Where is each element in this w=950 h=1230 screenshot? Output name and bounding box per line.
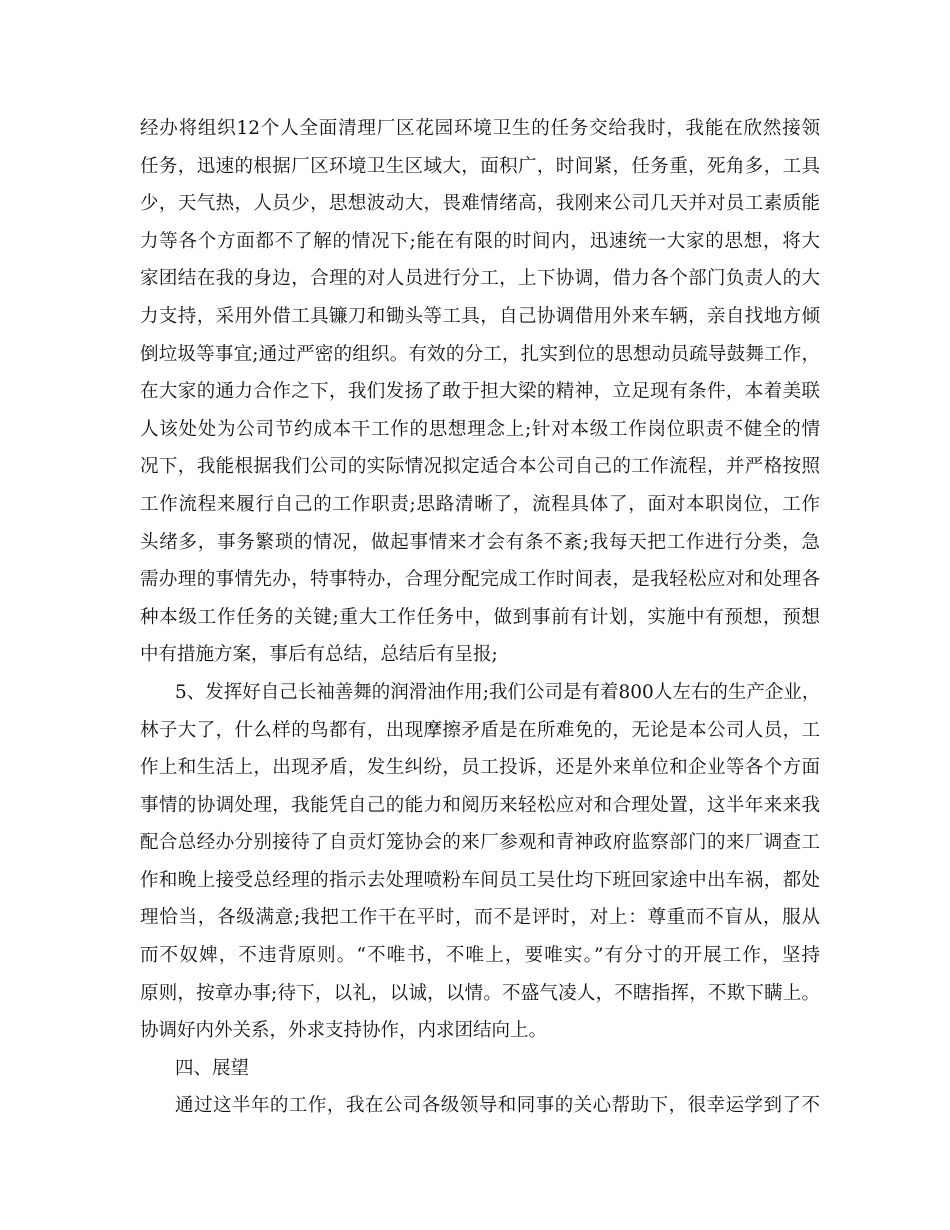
text-line: 力等各个方面都不了解的情况下;能在有限的时间内，迅速统一大家的思想，将大 — [140, 230, 820, 252]
text-line: 家团结在我的身边，合理的对人员进行分工，上下协调，借力各个部门负责人的大 — [140, 268, 820, 290]
section-heading: 四、展望 — [175, 1057, 250, 1079]
text-line: 林子大了，什么样的鸟都有，出现摩擦矛盾是在所难免的，无论是本公司人员，工 — [140, 719, 820, 741]
text-line: 倒垃圾等事宜;通过严密的组织。有效的分工，扎实到位的思想动员疏导鼓舞工作， — [140, 343, 820, 365]
text-line: 在大家的通力合作之下，我们发扬了敢于担大梁的精神，立足现有条件，本着美联 — [140, 381, 820, 403]
text-line: 配合总经办分别接待了自贡灯笼协会的来厂参观和青神政府监察部门的来厂调查工 — [140, 832, 820, 854]
text-line: 原则，按章办事;待下，以礼，以诚，以情。不盛气凌人，不瞎指挥，不欺下瞒上。 — [140, 982, 820, 1004]
text-line: 况下，我能根据我们公司的实际情况拟定适合本公司自己的工作流程，并严格按照 — [140, 456, 820, 478]
list-item-5: 5、发挥好自己长袖善舞的润滑油作用;我们公司是有着800人左右的生产企业， — [175, 681, 820, 703]
text-line: 作和晚上接受总经理的指示去处理喷粉车间员工吴仕均下班回家途中出车祸，都处 — [140, 869, 820, 891]
text-line: 需办理的事情先办，特事特办，合理分配完成工作时间表，是我轻松应对和处理各 — [140, 569, 820, 591]
text-line: 通过这半年的工作，我在公司各级领导和同事的关心帮助下，很幸运学到了不 — [175, 1095, 820, 1117]
text-line: 作上和生活上，出现矛盾，发生纠纷，员工投诉，还是外来单位和企业等各个方面 — [140, 757, 820, 779]
text-line: 协调好内外关系，外求支持协作，内求团结向上。 — [140, 1020, 548, 1042]
text-line: 头绪多，事务繁琐的情况，做起事情来才会有条不紊;我每天把工作进行分类，急 — [140, 531, 820, 553]
text-line: 少，天气热，人员少，思想波动大，畏难情绪高，我刚来公司几天并对员工素质能 — [140, 193, 820, 215]
text-line: 种本级工作任务的关键;重大工作任务中，做到事前有计划，实施中有预想，预想 — [140, 606, 820, 628]
text-line: 任务，迅速的根据厂区环境卫生区域大，面积广，时间紧，任务重，死角多，工具 — [140, 155, 820, 177]
text-line: 经办将组织12个人全面清理厂区花园环境卫生的任务交给我时，我能在欣然接领 — [140, 118, 820, 139]
text-line: 力支持，采用外借工具镰刀和锄头等工具，自己协调借用外来车辆，亲自找地方倾 — [140, 305, 820, 327]
text-line: 工作流程来履行自己的工作职责;思路清晰了，流程具体了，面对本职岗位，工作 — [140, 493, 820, 515]
text-line: 人该处处为公司节约成本干工作的思想理念上;针对本级工作岗位职责不健全的情 — [140, 418, 820, 440]
body-text — [140, 110, 820, 1125]
text-line: 事情的协调处理，我能凭自己的能力和阅历来轻松应对和合理处置，这半年来来我 — [140, 794, 820, 816]
text-line: 理恰当，各级满意;我把工作干在平时，而不是评时，对上：尊重而不盲从，服从 — [140, 907, 820, 929]
text-line: 而不奴婢，不违背原则。“不唯书，不唯上，要唯实。”有分寸的开展工作，坚持 — [140, 945, 820, 967]
text-line: 中有措施方案，事后有总结，总结后有呈报; — [140, 644, 498, 666]
